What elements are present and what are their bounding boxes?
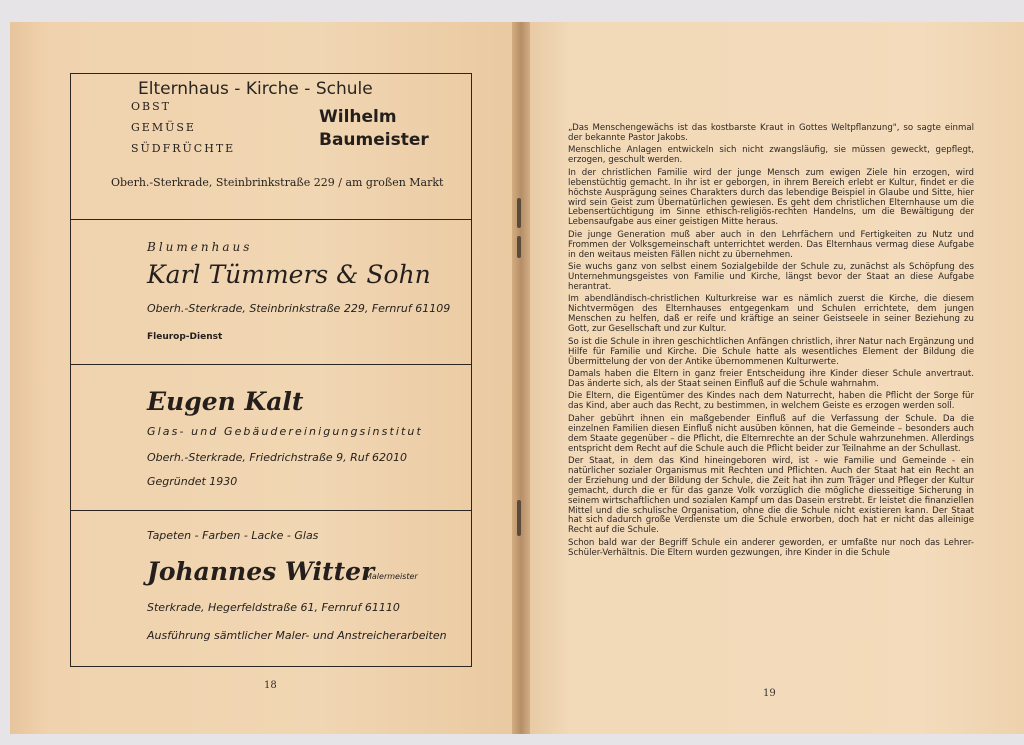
ad-line-obst: OBST [131,100,171,113]
ad-name: Johannes Witter [147,557,375,586]
article-paragraph: Schon bald war der Begriff Schule ein anderer geworden, er umfaßte nur noch das Lehrer-Schüler-Verhältnis. Die Eltern wurden gezwungen, ihre Kinder in die Schule [568,537,974,558]
article-paragraph: So ist die Schule in ihren geschichtlichen Anfängen christlich, ihrer Natur nach Ergänzung und Hilfe für Familie und Kirche. Die Schule hatte als wesentliches Element der Bildung die Übermittelung der von der Antike übernommenen Kulturwerte. [568,336,974,367]
article-paragraph: Menschliche Anlagen entwickeln sich nicht zwangsläufig, sie müssen geweckt, gepflegt, erzogen, geschult werden. [568,145,974,166]
ad-title: Malermeister [365,572,418,581]
ad-address: Oberh.-Sterkrade, Steinbrinkstraße 229 / am großen Markt [111,176,444,189]
ad-note: Fleurop-Dienst [147,332,223,342]
article-title: Elternhaus - Kirche - Schule [138,79,373,99]
ad-tuemmers [71,220,471,365]
article-paragraph: „Das Menschengewächs ist das kostbarste Kraut in Gottes Weltpflanzung", so sagte einmal der bekannte Pastor Jakobs. [568,123,974,143]
ad-tagline: Blumenhaus [147,240,253,254]
article-paragraph: Die junge Generation muß aber auch in den Lehrfächern und Fertigkeiten zu Nutz und Frommen der Volksgemeinschaft unterrichtet werden. Das Elternhaus vermag diese Aufgabe in den weitaus meisten Fällen nicht zu übernehmen. [568,229,974,260]
ad-address: Sterkrade, Hegerfeldstraße 61, Fernruf 61110 [147,601,400,614]
ad-name-line2: Baumeister [319,130,429,150]
ad-line-gemuese: GEMÜSE [131,121,196,134]
article-paragraph: In der christlichen Familie wird der junge Mensch zum ewigen Ziele hin erzogen, wird lebenstüchtig gemacht. In ihr ist er geborgen, in ihrem Bereich erlebt er Kultur, findet er die höchste Ausprägung seines Charakters durch das lebendige Beispiel in Glaube und Sitte, hier wird sein Geist zum Übernatürlichen gewiesen. Es geht dem christlichen Elternhause um die Lebensertüchtigung im Sinne ethisch-religiös-rechten Handelns, um die Bewältigung der Lebensaufgabe aus einer geistigen Mitte heraus. [568,167,974,228]
ad-address: Oberh.-Sterkrade, Friedrichstraße 9, Ruf 62010 [147,451,408,464]
staple-bottom [517,500,521,536]
ad-kalt [71,365,471,511]
page-number-right: 19 [763,688,776,699]
ad-witter [71,511,471,666]
article-paragraph: Sie wuchs ganz von selbst einem Sozialgebilde der Schule zu, zunächst als Schöpfung des Unternehmungsgeistes von Familie und Kirche, längst bevor der Staat an diese Aufgabe herantrat. [568,262,974,292]
article-paragraph: Im abendländisch-christlichen Kulturkreise war es nämlich zuerst die Kirche, die diesem Nichtvermögen des Elternhauses entgegenkam und Schulen errichtete, dem jungen Menschen zu helfen, daß er reife und kräftige an seiner Geistseele in seiner Beziehung zu Gott, zur Gesellschaft und zur Kultur. [568,294,974,335]
ad-services: Ausführung sämtlicher Maler- und Anstreicherarbeiten [147,629,447,642]
staple-top [517,198,521,228]
page-number-left: 18 [264,680,277,691]
ad-name: Karl Tümmers & Sohn [147,260,431,289]
ad-tagline: Glas- und Gebäudereinigungsinstitut [147,425,423,438]
article-paragraph: Die Eltern, die Eigentümer des Kindes nach dem Naturrecht, haben die Pflicht der Sorge für das Kind, aber auch das Recht, zu bestimmen, in welchem Geiste es erzogen werden soll. [568,391,974,412]
ad-name-line1: Wilhelm [319,107,397,127]
book-gutter [512,22,530,734]
article-paragraph: Daher gebührt ihnen ein maßgebender Einfluß auf die Verfassung der Schule. Da die einzelnen Familien diesen Einfluß nicht ausüben können, hat die Gemeinde – besonders auch dem Staate gegenüber – die Pflicht, die Elternrechte an der Schule wahrzunehmen. Allerdings entspricht dem Recht auf die Schule auch die Pflicht beider zur Teilnahme an der Schullast. [568,413,974,454]
ad-address: Oberh.-Sterkrade, Steinbrinkstraße 229, Fernruf 61109 [147,302,451,315]
advertisement-frame [70,73,472,667]
ad-tagline: Tapeten - Farben - Lacke - Glas [147,529,319,542]
article-paragraph: Der Staat, in dem das Kind hineingeboren wird, ist - wie Familie und Gemeinde - ein natürlicher sozialer Organismus mit Rechten und Pflichten. Auch der Staat hat ein Recht an der Erziehung und der Bildung der Schule, die Zeit hat ihn zum Träger und Pfleger der Kultur gemacht, durch die er für das ganze Volk vorzüglich die mögliche diesseitige Sicherung in seinem wirtschaftlichen und sozialen Kampf um das Dasein erstrebt. Er leistet die finanziellen Mittel und die schulische Organisation, ohne die die Schule nicht existieren kann. Der Staat hat sich dadurch große Verdienste um die Schule erworben, doch hat er nicht das alleinige Recht auf die Schule. [568,456,974,536]
article-paragraph: Damals haben die Eltern in ganz freier Entscheidung ihre Kinder dieser Schule anvertraut. Das änderte sich, als der Staat seinen Einfluß auf die Schule wahrnahm. [568,369,974,389]
ad-name: Eugen Kalt [147,387,304,416]
article-body [568,124,974,561]
ad-founded: Gegründet 1930 [147,475,238,488]
staple-mid [517,236,521,258]
ad-line-suedfruechte: SÜDFRÜCHTE [131,142,236,155]
